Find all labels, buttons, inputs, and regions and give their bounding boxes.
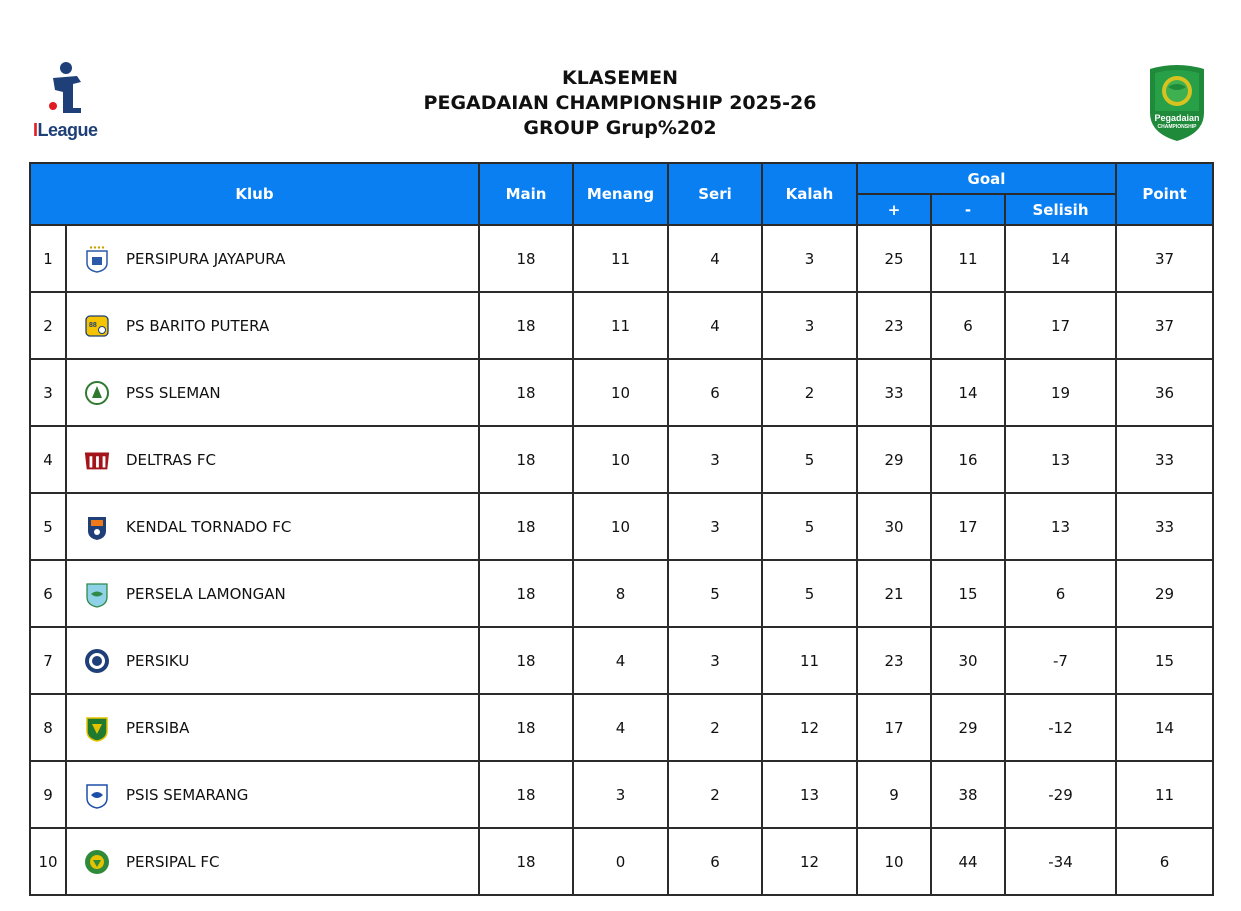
points-cell: 37 [1116, 225, 1213, 292]
played-cell: 18 [479, 359, 573, 426]
goal-diff-cell: 6 [1005, 560, 1116, 627]
goal-diff-cell: -12 [1005, 694, 1116, 761]
club-name: PERSELA LAMONGAN [126, 584, 286, 603]
psis-crest-icon [83, 781, 111, 809]
barito-putera-crest-icon [83, 312, 111, 340]
goals-for-cell: 9 [857, 761, 931, 828]
svg-text:88: 88 [89, 321, 97, 329]
won-cell: 3 [573, 761, 668, 828]
goals-for-cell: 17 [857, 694, 931, 761]
lost-cell: 5 [762, 426, 857, 493]
title-line-1: KLASEMEN [562, 67, 678, 89]
goals-for-cell: 23 [857, 292, 931, 359]
points-cell: 6 [1116, 828, 1213, 895]
goals-against-cell: 44 [931, 828, 1005, 895]
club-cell [66, 225, 479, 292]
played-cell: 18 [479, 560, 573, 627]
points-cell: 14 [1116, 694, 1213, 761]
won-cell: 8 [573, 560, 668, 627]
header-goals-for: + [857, 194, 931, 225]
rank-cell: 5 [30, 493, 66, 560]
won-cell: 4 [573, 627, 668, 694]
championship-brand-text: CHAMPIONSHIP [1157, 124, 1197, 130]
header-points: Point [1116, 163, 1213, 225]
played-cell: 18 [479, 828, 573, 895]
lost-cell: 5 [762, 493, 857, 560]
club-cell [66, 493, 479, 560]
ileague-wordmark: ILeague [33, 120, 98, 140]
club-name: PSIS SEMARANG [126, 785, 249, 804]
lost-cell: 12 [762, 694, 857, 761]
table-body [30, 225, 1213, 895]
persipura-crest-icon [83, 245, 111, 273]
lost-cell: 3 [762, 225, 857, 292]
header-goals-against: - [931, 194, 1005, 225]
goals-against-cell: 14 [931, 359, 1005, 426]
rank-cell: 3 [30, 359, 66, 426]
goals-for-cell: 25 [857, 225, 931, 292]
drawn-cell: 6 [668, 359, 762, 426]
lost-cell: 5 [762, 560, 857, 627]
played-cell: 18 [479, 426, 573, 493]
club-name: PERSIBA [126, 718, 190, 737]
club-name: PERSIPAL FC [126, 852, 220, 871]
club-cell [66, 560, 479, 627]
title-line-3: GROUP Grup%202 [523, 117, 717, 139]
header-goal: Goal [857, 163, 1116, 194]
club-name: DELTRAS FC [126, 450, 216, 469]
table-row [30, 761, 1213, 828]
table-row [30, 560, 1213, 627]
goals-against-cell: 11 [931, 225, 1005, 292]
played-cell: 18 [479, 225, 573, 292]
rank-cell: 9 [30, 761, 66, 828]
table-header [30, 163, 1213, 225]
drawn-cell: 5 [668, 560, 762, 627]
goals-against-cell: 6 [931, 292, 1005, 359]
persela-crest-icon [83, 580, 111, 608]
table-row [30, 359, 1213, 426]
club-name: PERSIKU [126, 651, 190, 670]
pegadaian-brand-text: Pegadaian [1154, 113, 1200, 123]
club-name: PS BARITO PUTERA [126, 316, 270, 335]
goals-for-cell: 23 [857, 627, 931, 694]
club-cell [66, 359, 479, 426]
played-cell: 18 [479, 493, 573, 560]
table-row [30, 426, 1213, 493]
lost-cell: 3 [762, 292, 857, 359]
won-cell: 0 [573, 828, 668, 895]
rank-cell: 8 [30, 694, 66, 761]
goals-against-cell: 17 [931, 493, 1005, 560]
deltras-crest-icon [83, 446, 111, 474]
pss-sleman-crest-icon [83, 379, 111, 407]
drawn-cell: 4 [668, 225, 762, 292]
header-drawn: Seri [668, 163, 762, 225]
drawn-cell: 6 [668, 828, 762, 895]
points-cell: 37 [1116, 292, 1213, 359]
page-title [320, 66, 920, 141]
won-cell: 10 [573, 359, 668, 426]
rank-cell: 10 [30, 828, 66, 895]
lost-cell: 13 [762, 761, 857, 828]
played-cell: 18 [479, 761, 573, 828]
goal-diff-cell: 13 [1005, 426, 1116, 493]
drawn-cell: 2 [668, 694, 762, 761]
points-cell: 36 [1116, 359, 1213, 426]
header-goal-diff: Selisih [1005, 194, 1116, 225]
points-cell: 33 [1116, 426, 1213, 493]
won-cell: 10 [573, 426, 668, 493]
points-cell: 29 [1116, 560, 1213, 627]
drawn-cell: 4 [668, 292, 762, 359]
goal-diff-cell: -7 [1005, 627, 1116, 694]
rank-cell: 2 [30, 292, 66, 359]
table-row [30, 493, 1213, 560]
lost-cell: 2 [762, 359, 857, 426]
played-cell: 18 [479, 627, 573, 694]
rank-cell: 7 [30, 627, 66, 694]
club-cell [66, 761, 479, 828]
club-name: PSS SLEMAN [126, 383, 221, 402]
points-cell: 15 [1116, 627, 1213, 694]
title-line-2: PEGADAIAN CHAMPIONSHIP 2025-26 [423, 92, 817, 114]
points-cell: 11 [1116, 761, 1213, 828]
header-lost: Kalah [762, 163, 857, 225]
club-cell [66, 426, 479, 493]
persiba-crest-icon [83, 714, 111, 742]
table-row [30, 225, 1213, 292]
goal-diff-cell: 19 [1005, 359, 1116, 426]
pegadaian-logo [1146, 63, 1208, 143]
goal-diff-cell: 14 [1005, 225, 1116, 292]
table-row [30, 627, 1213, 694]
table-row [30, 292, 1213, 359]
persiku-crest-icon [83, 647, 111, 675]
goals-against-cell: 38 [931, 761, 1005, 828]
won-cell: 11 [573, 292, 668, 359]
rank-cell: 4 [30, 426, 66, 493]
standings-table [29, 162, 1214, 896]
pegadaian-championship-logo-icon [1146, 63, 1208, 143]
ileague-logo [33, 62, 103, 144]
club-cell [66, 828, 479, 895]
club-cell [66, 694, 479, 761]
table-row [30, 828, 1213, 895]
goals-against-cell: 16 [931, 426, 1005, 493]
table-row [30, 694, 1213, 761]
header-played: Main [479, 163, 573, 225]
drawn-cell: 3 [668, 426, 762, 493]
persipal-crest-icon [83, 848, 111, 876]
goal-diff-cell: -29 [1005, 761, 1116, 828]
goals-against-cell: 15 [931, 560, 1005, 627]
drawn-cell: 3 [668, 493, 762, 560]
club-cell [66, 292, 479, 359]
goals-for-cell: 33 [857, 359, 931, 426]
goals-against-cell: 30 [931, 627, 1005, 694]
club-name: KENDAL TORNADO FC [126, 517, 292, 536]
drawn-cell: 3 [668, 627, 762, 694]
points-cell: 33 [1116, 493, 1213, 560]
won-cell: 4 [573, 694, 668, 761]
goals-for-cell: 21 [857, 560, 931, 627]
goal-diff-cell: -34 [1005, 828, 1116, 895]
played-cell: 18 [479, 694, 573, 761]
goals-for-cell: 29 [857, 426, 931, 493]
rank-cell: 1 [30, 225, 66, 292]
won-cell: 11 [573, 225, 668, 292]
club-cell [66, 627, 479, 694]
goal-diff-cell: 13 [1005, 493, 1116, 560]
header-won: Menang [573, 163, 668, 225]
goals-for-cell: 10 [857, 828, 931, 895]
goal-diff-cell: 17 [1005, 292, 1116, 359]
drawn-cell: 2 [668, 761, 762, 828]
header-club: Klub [30, 163, 479, 225]
ileague-logo-icon [33, 62, 103, 120]
lost-cell: 12 [762, 828, 857, 895]
goals-for-cell: 30 [857, 493, 931, 560]
played-cell: 18 [479, 292, 573, 359]
club-name: PERSIPURA JAYAPURA [126, 249, 286, 268]
lost-cell: 11 [762, 627, 857, 694]
rank-cell: 6 [30, 560, 66, 627]
goals-against-cell: 29 [931, 694, 1005, 761]
won-cell: 10 [573, 493, 668, 560]
kendal-tornado-crest-icon [83, 513, 111, 541]
